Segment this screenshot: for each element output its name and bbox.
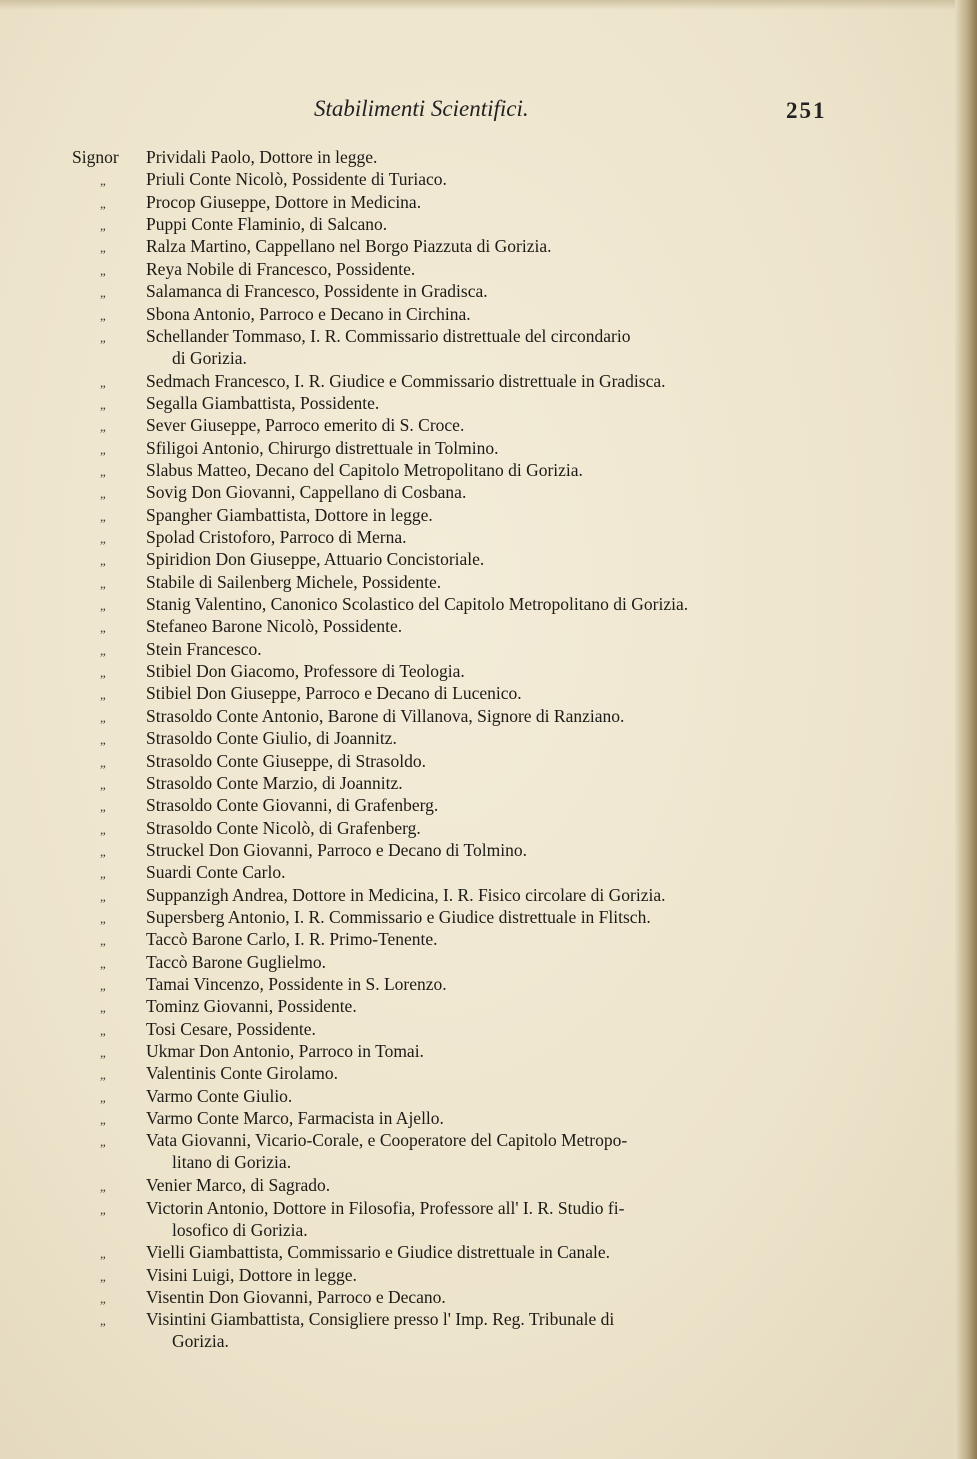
entry-continuation: di Gorizia.	[172, 347, 247, 368]
list-entry	[0, 861, 977, 883]
entry-continuation: litano di Gorizia.	[172, 1152, 292, 1173]
ditto-mark: „	[100, 866, 106, 882]
list-entry	[0, 213, 977, 235]
list-entry	[0, 593, 977, 615]
ditto-mark: „	[100, 329, 106, 345]
list-entry	[0, 1174, 977, 1196]
entry-text: Stabile di Sailenberg Michele, Possidente.	[146, 571, 442, 592]
entry-text: Ralza Martino, Cappellano nel Borgo Piazzuta di Gorizia.	[146, 236, 552, 257]
entry-text: Varmo Conte Giulio.	[146, 1085, 293, 1106]
entry-text: Tosi Cesare, Possidente.	[146, 1018, 316, 1039]
ditto-mark: „	[100, 419, 106, 435]
entry-text: Reya Nobile di Francesco, Possidente.	[146, 258, 416, 279]
ditto-mark: „	[100, 553, 106, 569]
ditto-mark: „	[100, 240, 106, 256]
ditto-mark: „	[100, 754, 106, 770]
list-entry	[0, 928, 977, 950]
list-entry	[0, 1129, 977, 1173]
entry-text: Sovig Don Giovanni, Cappellano di Cosbana.	[146, 482, 467, 503]
list-entry	[0, 280, 977, 302]
entry-text: Strasoldo Conte Nicolò, di Grafenberg.	[146, 817, 421, 838]
list-entry	[0, 258, 977, 280]
ditto-mark: „	[100, 776, 106, 792]
entry-text: Visentin Don Giovanni, Parroco e Decano.	[146, 1286, 446, 1307]
ditto-mark: „	[100, 1290, 106, 1306]
ditto-mark: „	[100, 620, 106, 636]
list-entry	[0, 884, 977, 906]
list-entry	[0, 191, 977, 213]
entry-text: Stein Francesco.	[146, 638, 262, 659]
list-entry	[0, 414, 977, 436]
list-entry	[0, 1040, 977, 1062]
ditto-mark: „	[100, 463, 106, 479]
entry-text: Sedmach Francesco, I. R. Giudice e Commissario distrettuale in Gradisca.	[146, 370, 666, 391]
ditto-mark: „	[100, 843, 106, 859]
entry-text: Taccò Barone Guglielmo.	[146, 951, 327, 972]
ditto-mark: „	[100, 978, 106, 993]
entry-text: Sbona Antonio, Parroco e Decano in Circhina.	[146, 303, 471, 324]
ditto-mark: „	[100, 508, 106, 524]
list-entry	[0, 303, 977, 325]
list-entry	[0, 548, 977, 570]
list-entry	[0, 772, 977, 794]
ditto-mark: „	[100, 799, 106, 815]
ditto-mark: „	[100, 598, 106, 613]
ditto-mark: „	[100, 195, 106, 211]
list-entry	[0, 325, 977, 368]
entry-prefix: Signor	[72, 147, 119, 167]
ditto-mark: „	[100, 1112, 106, 1128]
ditto-mark: „	[100, 1067, 106, 1083]
ditto-mark: „	[100, 1201, 106, 1217]
entry-text: Slabus Matteo, Decano del Capitolo Metropolitano di Gorizia.	[146, 459, 583, 480]
entry-text: Varmo Conte Marco, Farmacista in Ajello.	[146, 1108, 444, 1129]
ditto-mark: „	[100, 307, 106, 323]
entry-text: Valentinis Conte Girolamo.	[146, 1063, 338, 1084]
list-entry	[0, 1286, 977, 1308]
ditto-mark: „	[100, 821, 106, 837]
ditto-mark: „	[100, 910, 106, 926]
ditto-mark: „	[100, 1089, 106, 1105]
ditto-mark: „	[100, 1268, 106, 1284]
entry-text: Vata Giovanni, Vicario-Corale, e Cooperatore del Capitolo Metropo-	[146, 1130, 628, 1151]
list-entry	[0, 481, 977, 503]
list-entry	[0, 817, 977, 839]
ditto-mark: „	[100, 486, 106, 502]
entry-text: Supersberg Antonio, I. R. Commissario e Giudice distrettuale in Flitsch.	[146, 906, 651, 927]
ditto-mark: „	[100, 218, 106, 234]
list-entry	[0, 1264, 977, 1286]
ditto-mark: „	[100, 1179, 106, 1195]
ditto-mark: „	[100, 531, 106, 546]
ditto-mark: „	[100, 173, 106, 189]
entry-text: Tamai Vincenzo, Possidente in S. Lorenzo.	[146, 974, 447, 994]
list-entry	[0, 504, 977, 526]
entry-text: Victorin Antonio, Dottore in Filosofia, Professore all' I. R. Studio fi-	[146, 1197, 625, 1218]
list-entry	[0, 705, 977, 727]
ditto-mark: „	[100, 1022, 106, 1038]
list-entry	[0, 906, 977, 928]
entry-text: Priuli Conte Nicolò, Possidente di Turiaco.	[146, 169, 447, 190]
list-entry	[0, 459, 977, 481]
member-list	[0, 146, 977, 1376]
list-entry	[0, 1197, 977, 1240]
ditto-mark: „	[100, 285, 106, 301]
list-entry	[0, 615, 977, 637]
entry-text: Sever Giuseppe, Parroco emerito di S. Croce.	[146, 415, 465, 436]
page-number: 251	[786, 98, 827, 123]
list-entry	[0, 682, 977, 704]
entry-text: Sfiligoi Antonio, Chirurgo distrettuale in Tolmino.	[146, 437, 499, 458]
list-entry	[0, 839, 977, 861]
list-entry	[0, 526, 977, 548]
list-entry	[0, 995, 977, 1017]
entry-text: Puppi Conte Flaminio, di Salcano.	[146, 214, 388, 235]
entry-text: Ukmar Don Antonio, Parroco in Tomai.	[146, 1041, 424, 1061]
list-entry	[0, 437, 977, 459]
ditto-mark: „	[100, 642, 106, 658]
entry-text: Spolad Cristoforo, Parroco di Merna.	[146, 527, 407, 547]
entry-text: Struckel Don Giovanni, Parroco e Decano di Tolmino.	[146, 839, 527, 860]
list-entry	[0, 660, 977, 682]
list-entry	[0, 235, 977, 257]
ditto-mark: „	[100, 709, 106, 725]
ditto-mark: „	[100, 933, 106, 949]
entry-text: Visintini Giambattista, Consigliere presso l' Imp. Reg. Tribunale di	[146, 1309, 615, 1330]
list-entry	[0, 1085, 977, 1107]
entry-text: Salamanca di Francesco, Possidente in Gradisca.	[146, 281, 488, 302]
ditto-mark: „	[100, 665, 106, 681]
list-entry	[0, 370, 977, 392]
list-entry	[0, 973, 977, 995]
list-entry	[0, 794, 977, 816]
ditto-mark: „	[100, 1134, 106, 1150]
entry-text: Taccò Barone Carlo, I. R. Primo-Tenente.	[146, 929, 438, 950]
list-entry	[0, 1241, 977, 1263]
entry-text: Stibiel Don Giuseppe, Parroco e Decano di Lucenico.	[146, 683, 522, 704]
ditto-mark: „	[100, 1045, 106, 1060]
entry-text: Strasoldo Conte Marzio, di Joannitz.	[146, 772, 403, 793]
running-title: Stabilimenti Scientifici.	[314, 96, 529, 121]
entry-text: Stanig Valentino, Canonico Scolastico del Capitolo Metropolitano di Gorizia.	[146, 594, 689, 614]
list-entry	[0, 638, 977, 660]
list-entry	[0, 1062, 977, 1084]
entry-text: Prividali Paolo, Dottore in legge.	[146, 147, 378, 167]
entry-text: Strasoldo Conte Giulio, di Joannitz.	[146, 728, 397, 749]
ditto-mark: „	[100, 396, 106, 412]
entry-text: Stefaneo Barone Nicolò, Possidente.	[146, 616, 403, 637]
list-entry	[0, 146, 977, 168]
ditto-mark: „	[100, 1000, 106, 1016]
page-header	[0, 96, 977, 136]
list-entry	[0, 727, 977, 749]
entry-text: Procop Giuseppe, Dottore in Medicina.	[146, 191, 422, 212]
ditto-mark: „	[100, 1313, 106, 1329]
list-entry	[0, 168, 977, 190]
list-entry	[0, 392, 977, 414]
entry-text: Strasoldo Conte Antonio, Barone di Villanova, Signore di Ranziano.	[146, 705, 625, 726]
list-entry	[0, 750, 977, 772]
entry-text: Strasoldo Conte Giovanni, di Grafenberg.	[146, 795, 439, 816]
entry-continuation: losofico di Gorizia.	[172, 1219, 308, 1240]
entry-text: Strasoldo Conte Giuseppe, di Strasoldo.	[146, 750, 426, 771]
list-entry	[0, 1018, 977, 1040]
ditto-mark: „	[100, 687, 106, 703]
entry-text: Tominz Giovanni, Possidente.	[146, 996, 357, 1017]
page-top-shadow	[0, 0, 977, 10]
entry-text: Stibiel Don Giacomo, Professore di Teologia.	[146, 661, 465, 682]
ditto-mark: „	[100, 888, 106, 904]
list-entry	[0, 1308, 977, 1352]
ditto-mark: „	[100, 374, 106, 390]
list-entry	[0, 571, 977, 593]
entry-text: Visini Luigi, Dottore in legge.	[146, 1264, 357, 1285]
entry-text: Venier Marco, di Sagrado.	[146, 1175, 331, 1196]
list-entry	[0, 951, 977, 973]
entry-text: Segalla Giambattista, Possidente.	[146, 392, 380, 413]
entry-text: Suppanzigh Andrea, Dottore in Medicina, I. R. Fisico circolare di Gorizia.	[146, 884, 666, 905]
entry-text: Suardi Conte Carlo.	[146, 862, 286, 883]
ditto-mark: „	[100, 732, 106, 748]
entry-continuation: Gorizia.	[172, 1331, 229, 1352]
list-entry	[0, 1107, 977, 1129]
ditto-mark: „	[100, 955, 106, 971]
ditto-mark: „	[100, 575, 106, 591]
ditto-mark: „	[100, 262, 106, 278]
ditto-mark: „	[100, 441, 106, 457]
entry-text: Schellander Tommaso, I. R. Commissario distrettuale del circondario	[146, 325, 631, 346]
ditto-mark: „	[100, 1246, 106, 1262]
entry-text: Vielli Giambattista, Commissario e Giudice distrettuale in Canale.	[146, 1242, 611, 1263]
entry-text: Spangher Giambattista, Dottore in legge.	[146, 504, 433, 525]
entry-text: Spiridion Don Giuseppe, Attuario Concistoriale.	[146, 549, 485, 570]
